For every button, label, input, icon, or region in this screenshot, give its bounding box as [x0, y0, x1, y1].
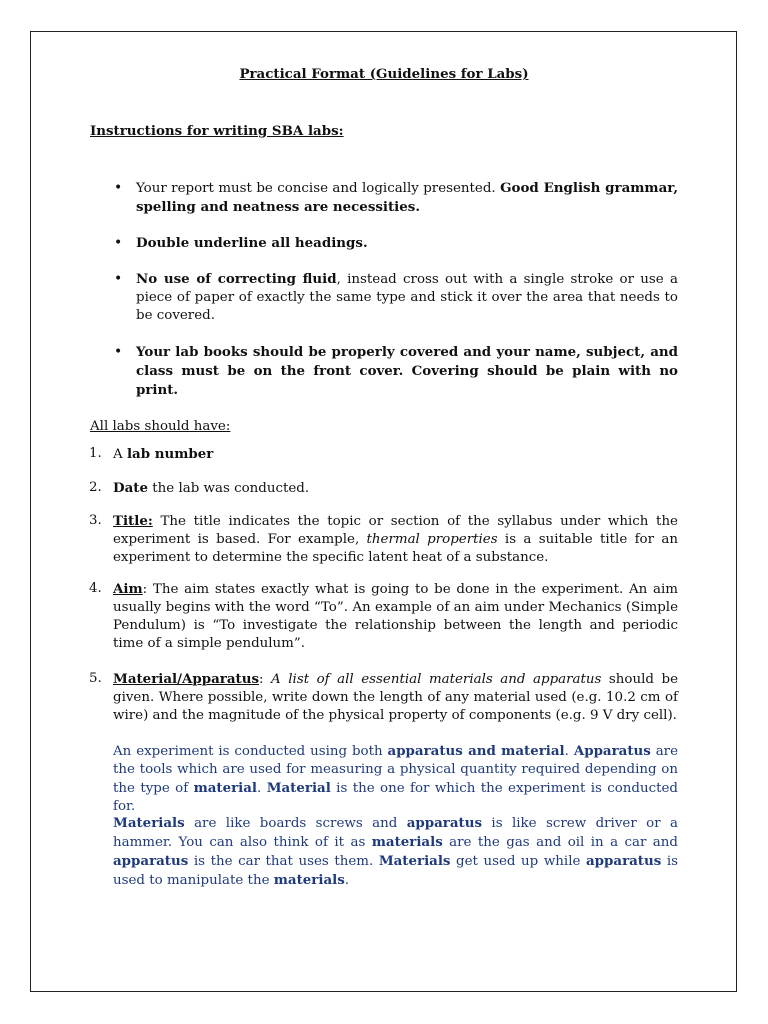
- para-text: are the gas and oil in a car and: [442, 835, 678, 850]
- list-number: 5.: [89, 671, 102, 686]
- para-text: .: [564, 744, 574, 759]
- para-text: are the tools which are used for measuring a physical quantity required depending on the type of: [113, 744, 679, 796]
- materials-paragraph: [113, 814, 678, 890]
- para-text: is the car that uses them.: [188, 854, 379, 869]
- para-bold-text: Apparatus: [573, 743, 651, 759]
- list-number: 4.: [89, 581, 102, 596]
- bullet-text: Your report must be concise and logically presented.: [136, 181, 496, 196]
- bullet-bold-text: No use of correcting fluid: [136, 271, 337, 287]
- list-item: [89, 479, 678, 498]
- labs-heading: All labs should have:: [90, 419, 231, 434]
- page-title: Practical Format (Guidelines for Labs): [239, 66, 529, 82]
- list-item: [89, 445, 678, 464]
- para-text: .: [257, 781, 267, 796]
- para-bold-text: materials: [273, 872, 345, 888]
- apparatus-paragraph: [113, 742, 678, 816]
- para-bold-text: Materials: [378, 853, 451, 869]
- bullet-item: [136, 179, 678, 217]
- item-label: Material/Apparatus: [113, 671, 259, 687]
- para-text: is the one for which the experiment is conducted for.: [113, 781, 679, 814]
- instructions-heading: Instructions for writing SBA labs:: [90, 123, 344, 139]
- bullet-item: [136, 343, 678, 400]
- para-text: get used up while: [450, 854, 586, 869]
- para-bold-text: material: [193, 780, 258, 796]
- para-text: is used to manipulate the: [113, 854, 678, 888]
- para-text: .: [344, 873, 350, 888]
- bullet-item: [136, 270, 678, 325]
- para-bold-text: Materials: [113, 815, 185, 831]
- item-text: should be given. Where possible, write down the length of any material used (e.g. 10.2 cm of wire) and the magnitude of the physical property of components (e.g. 9 V dry cell).: [113, 672, 679, 723]
- bullet-text: , instead cross out with a single stroke or use a piece of paper of exactly the same type and stick it over the area that needs to be covered.: [136, 272, 678, 323]
- item-italic-text: A list of all essential materials and apparatus: [271, 672, 602, 687]
- para-bold-text: apparatus: [406, 815, 482, 831]
- list-number: 1.: [89, 446, 102, 461]
- bullet-bold-text: Your lab books should be properly covered and your name, subject, and class must be on the front cover. Covering should be plain with no print.: [136, 344, 678, 398]
- item-bold-text: Date: [113, 480, 148, 496]
- para-bold-text: Material: [266, 780, 331, 796]
- para-bold-text: apparatus: [585, 853, 662, 869]
- para-bold-text: apparatus: [113, 853, 189, 869]
- list-item: [89, 512, 678, 567]
- list-number: 3.: [89, 513, 102, 528]
- para-text: are like boards screws and: [184, 816, 407, 831]
- item-text: the lab was conducted.: [148, 481, 310, 496]
- item-text: :: [258, 672, 272, 687]
- bullet-bold-text: Double underline all headings.: [136, 235, 368, 251]
- item-label: Aim: [113, 581, 143, 597]
- item-text: A: [113, 447, 127, 462]
- list-item: [89, 580, 678, 653]
- bullet-item: [136, 234, 678, 253]
- list-item: [89, 670, 679, 725]
- item-text: is a suitable title for an experiment to determine the specific latent heat of a substance.: [113, 532, 678, 565]
- item-text: : The aim states exactly what is going to be done in the experiment. An aim usually begins with the word “To”. An example of an aim under Mechanics (Simple Pendulum) is “To investigate the relationship between the length and periodic time of a simple pendulum”.: [113, 582, 678, 651]
- para-bold-text: apparatus and material: [387, 743, 565, 759]
- item-italic-text: thermal properties: [366, 532, 498, 547]
- para-text: An experiment is conducted using both: [113, 744, 388, 759]
- list-number: 2.: [89, 480, 102, 495]
- item-bold-text: lab number: [126, 446, 214, 462]
- item-text: The title indicates the topic or section of the syllabus under which the experiment is based. For example,: [113, 514, 678, 547]
- item-label: Title:: [113, 513, 153, 529]
- para-text: is like screw driver or a hammer. You can also think of it as: [113, 816, 678, 850]
- para-bold-text: materials: [371, 834, 443, 850]
- bullet-bold-text: Good English grammar, spelling and neatness are necessities.: [136, 180, 678, 215]
